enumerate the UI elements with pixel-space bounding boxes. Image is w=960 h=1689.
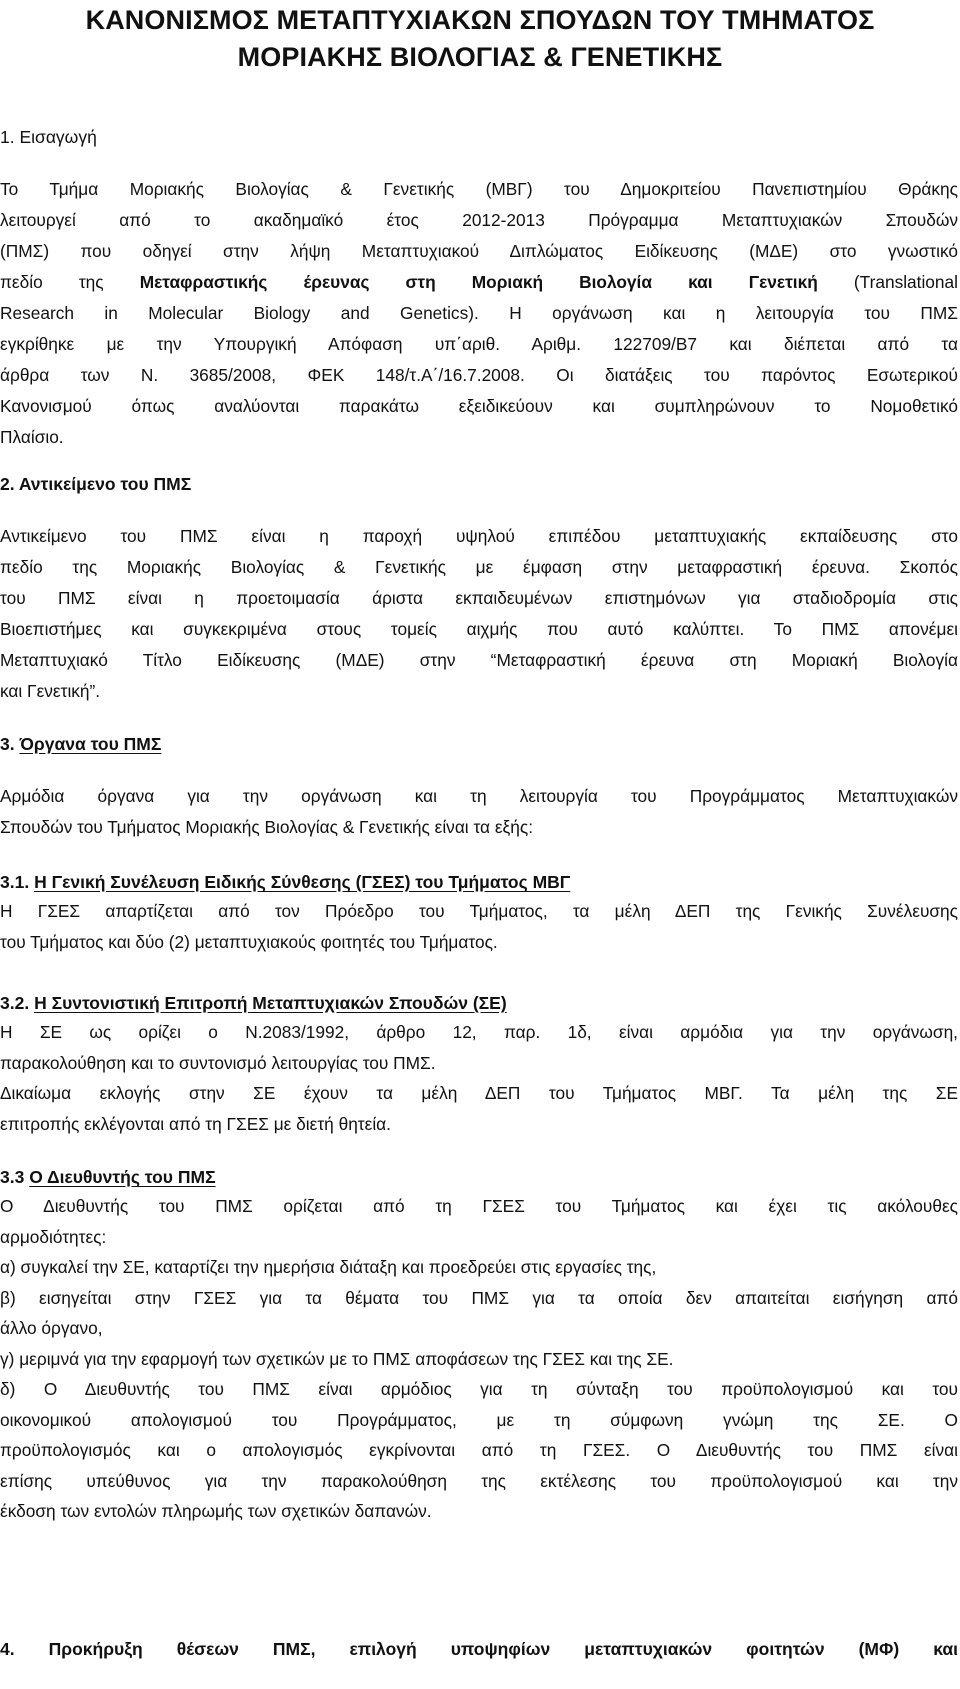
subsection-3-2-paragraph	[0, 1017, 958, 1139]
paragraph-line: αρμοδιότητες:	[0, 1226, 107, 1247]
document-title	[0, 0, 960, 76]
paragraph-line: εγκρίθηκε με την Υπουργική Απόφαση υπ΄αριθ. Αριθμ. 122709/Β7 και διέπεται από τα	[0, 334, 958, 354]
paragraph-line: άρθρα των Ν. 3685/2008, ΦΕΚ 148/τ.Α΄/16.7.2008. Οι διατάξεις του παρόντος Εσωτερικού	[0, 365, 958, 385]
paragraph-line: οικονομικού απολογισμού του Προγράμματος, με τη σύμφωνη γνώμη της ΣΕ. Ο	[0, 1409, 958, 1430]
heading-text: Αντικείμενο του ΠΜΣ	[18, 474, 192, 494]
document-title-line-2: ΜΟΡΙΑΚΗΣ ΒΙΟΛΟΓΙΑΣ & ΓΕΝΕΤΙΚΗΣ	[237, 42, 723, 72]
heading-number: 3.	[0, 734, 20, 754]
section-4-heading	[0, 1634, 958, 1665]
heading-text: Η Συντονιστική Επιτροπή Μεταπτυχιακών Σπουδών (ΣΕ)	[34, 993, 507, 1013]
paragraph-line: Μεταπτυχιακό Τίτλο Ειδίκευσης (ΜΔΕ) στην “Μεταφραστική έρευνα στη Μοριακή Βιολογία	[0, 650, 958, 670]
section-2-heading	[0, 472, 191, 496]
subsection-3-1-paragraph	[0, 896, 958, 957]
paragraph-line: Κανονισμού όπως αναλύονται παρακάτω εξειδικεύουν και συμπληρώνουν το Νομοθετικό	[0, 396, 958, 416]
paragraph-line: Η ΣΕ ως ορίζει ο Ν.2083/1992, άρθρο 12, παρ. 1δ, είναι αρμόδια για την οργάνωση,	[0, 1022, 958, 1042]
paragraph-line: άλλο όργανο,	[0, 1318, 103, 1338]
heading-number: 2.	[0, 474, 19, 494]
paragraph-line: β) εισηγείται στην ΓΣΕΣ για τα θέματα του ΠΜΣ για τα οποία δεν απαιτείται εισήγηση από	[0, 1287, 958, 1308]
program-name-bold: Μεταφραστικής έρευνας στη Μοριακή Βιολογία και Γενετική	[139, 272, 818, 292]
text-run: (Translational	[817, 272, 958, 292]
heading-number: 3.1.	[0, 872, 35, 892]
paragraph-line: του Τμήματος και δύο (2) μεταπτυχιακούς φοιτητές του Τμήματος.	[0, 931, 498, 952]
paragraph-line: παρακολούθηση και το συντονισμό λειτουργίας του ΠΜΣ.	[0, 1052, 436, 1073]
paragraph-line: (ΠΜΣ) που οδηγεί στην λήψη Μεταπτυχιακού Διπλώματος Ειδίκευσης (ΜΔΕ) στο γνωστικό	[0, 241, 958, 261]
document-title-line-1: ΚΑΝΟΝΙΣΜΟΣ ΜΕΤΑΠΤΥΧΙΑΚΩΝ ΣΠΟΥΔΩΝ ΤΟΥ ΤΜΗΜΑΤΟΣ	[85, 5, 875, 35]
subsection-3-1-heading	[0, 870, 570, 894]
heading-number: 3.2.	[0, 993, 35, 1013]
heading-text: Η Γενική Συνέλευση Ειδικής Σύνθεσης (ΓΣΕΣ) του Τμήματος ΜΒΓ	[34, 872, 571, 892]
paragraph-line: επιτροπής εκλέγονται από τη ΓΣΕΣ με διετή θητεία.	[0, 1113, 391, 1134]
paragraph-line: γ) μεριμνά για την εφαρμογή των σχετικών με το ΠΜΣ αποφάσεων της ΓΣΕΣ και της ΣΕ.	[0, 1348, 674, 1369]
heading-text: Όργανα του ΠΜΣ	[19, 734, 162, 754]
subsection-3-3-paragraph	[0, 1191, 958, 1527]
paragraph-line: Research in Molecular Biology and Genetics). Η οργάνωση και η λειτουργία του ΠΜΣ	[0, 303, 958, 323]
heading-number: 3.3	[0, 1167, 30, 1187]
heading-text: Προκήρυξη θέσεων ΠΜΣ, επιλογή υποψηφίων μεταπτυχιακών φοιτητών (ΜΦ) και	[48, 1639, 958, 1659]
paragraph-line: επίσης υπεύθυνος για την παρακολούθηση της εκτέλεσης του προϋπολογισμού και την	[0, 1470, 958, 1491]
paragraph-line: Δικαίωμα εκλογής στην ΣΕ έχουν τα μέλη ΔΕΠ του Τμήματος ΜΒΓ. Τα μέλη της ΣΕ	[0, 1083, 958, 1103]
heading-text: Ο Διευθυντής του ΠΜΣ	[29, 1167, 216, 1187]
paragraph-line: προϋπολογισμός και ο απολογισμός εγκρίνονται από τη ΓΣΕΣ. Ο Διευθυντής του ΠΜΣ είναι	[0, 1440, 958, 1460]
paragraph-line: Σπουδών του Τμήματος Μοριακής Βιολογίας & Γενετικής είναι τα εξής:	[0, 817, 534, 837]
subsection-3-3-heading	[0, 1165, 216, 1189]
paragraph-line	[0, 267, 958, 298]
heading-number: 4.	[0, 1639, 49, 1659]
subsection-3-2-heading	[0, 991, 507, 1015]
paragraph-line: Βιοεπιστήμες και συγκεκριμένα στους τομείς αιχμής που αυτό καλύπτει. Το ΠΜΣ απονέμει	[0, 619, 958, 639]
text-run: πεδίο της	[0, 272, 140, 292]
paragraph-line: Η ΓΣΕΣ απαρτίζεται από τον Πρόεδρο του Τμήματος, τα μέλη ΔΕΠ της Γενικής Συνέλευσης	[0, 901, 958, 921]
paragraph-line: δ) Ο Διευθυντής του ΠΜΣ είναι αρμόδιος για τη σύνταξη του προϋπολογισμού και του	[0, 1379, 958, 1399]
section-1-paragraph	[0, 174, 958, 453]
paragraph-line: α) συγκαλεί την ΣΕ, καταρτίζει την ημερήσια διάταξη και προεδρεύει στις εργασίες της,	[0, 1257, 657, 1277]
section-1-heading: 1. Εισαγωγή	[0, 127, 97, 147]
paragraph-line: έκδοση των εντολών πληρωμής των σχετικών δαπανών.	[0, 1501, 432, 1521]
paragraph-line: του ΠΜΣ είναι η προετοιμασία άριστα εκπαιδευμένων επιστημόνων για σταδιοδρομία στις	[0, 588, 958, 608]
paragraph-line: Πλαίσιο.	[0, 427, 64, 447]
section-3-paragraph	[0, 781, 958, 843]
section-3-heading	[0, 732, 161, 756]
paragraph-line: Το Τμήμα Μοριακής Βιολογίας & Γενετικής (ΜΒΓ) του Δημοκριτείου Πανεπιστημίου Θράκης	[0, 179, 958, 199]
heading-line	[0, 1634, 958, 1665]
paragraph-line: Ο Διευθυντής του ΠΜΣ ορίζεται από τη ΓΣΕΣ του Τμήματος και έχει τις ακόλουθες	[0, 1196, 958, 1216]
paragraph-line: Αρμόδια όργανα για την οργάνωση και τη λειτουργία του Προγράμματος Μεταπτυχιακών	[0, 786, 958, 806]
section-2-paragraph	[0, 521, 958, 707]
paragraph-line: και Γενετική”.	[0, 681, 101, 701]
paragraph-line: Αντικείμενο του ΠΜΣ είναι η παροχή υψηλού επιπέδου μεταπτυχιακής εκπαίδευσης στο	[0, 526, 958, 546]
paragraph-line: λειτουργεί από το ακαδημαϊκό έτος 2012-2013 Πρόγραμμα Μεταπτυχιακών Σπουδών	[0, 210, 958, 230]
paragraph-line: πεδίο της Μοριακής Βιολογίας & Γενετικής με έμφαση στην μεταφραστική έρευνα. Σκοπός	[0, 557, 958, 577]
